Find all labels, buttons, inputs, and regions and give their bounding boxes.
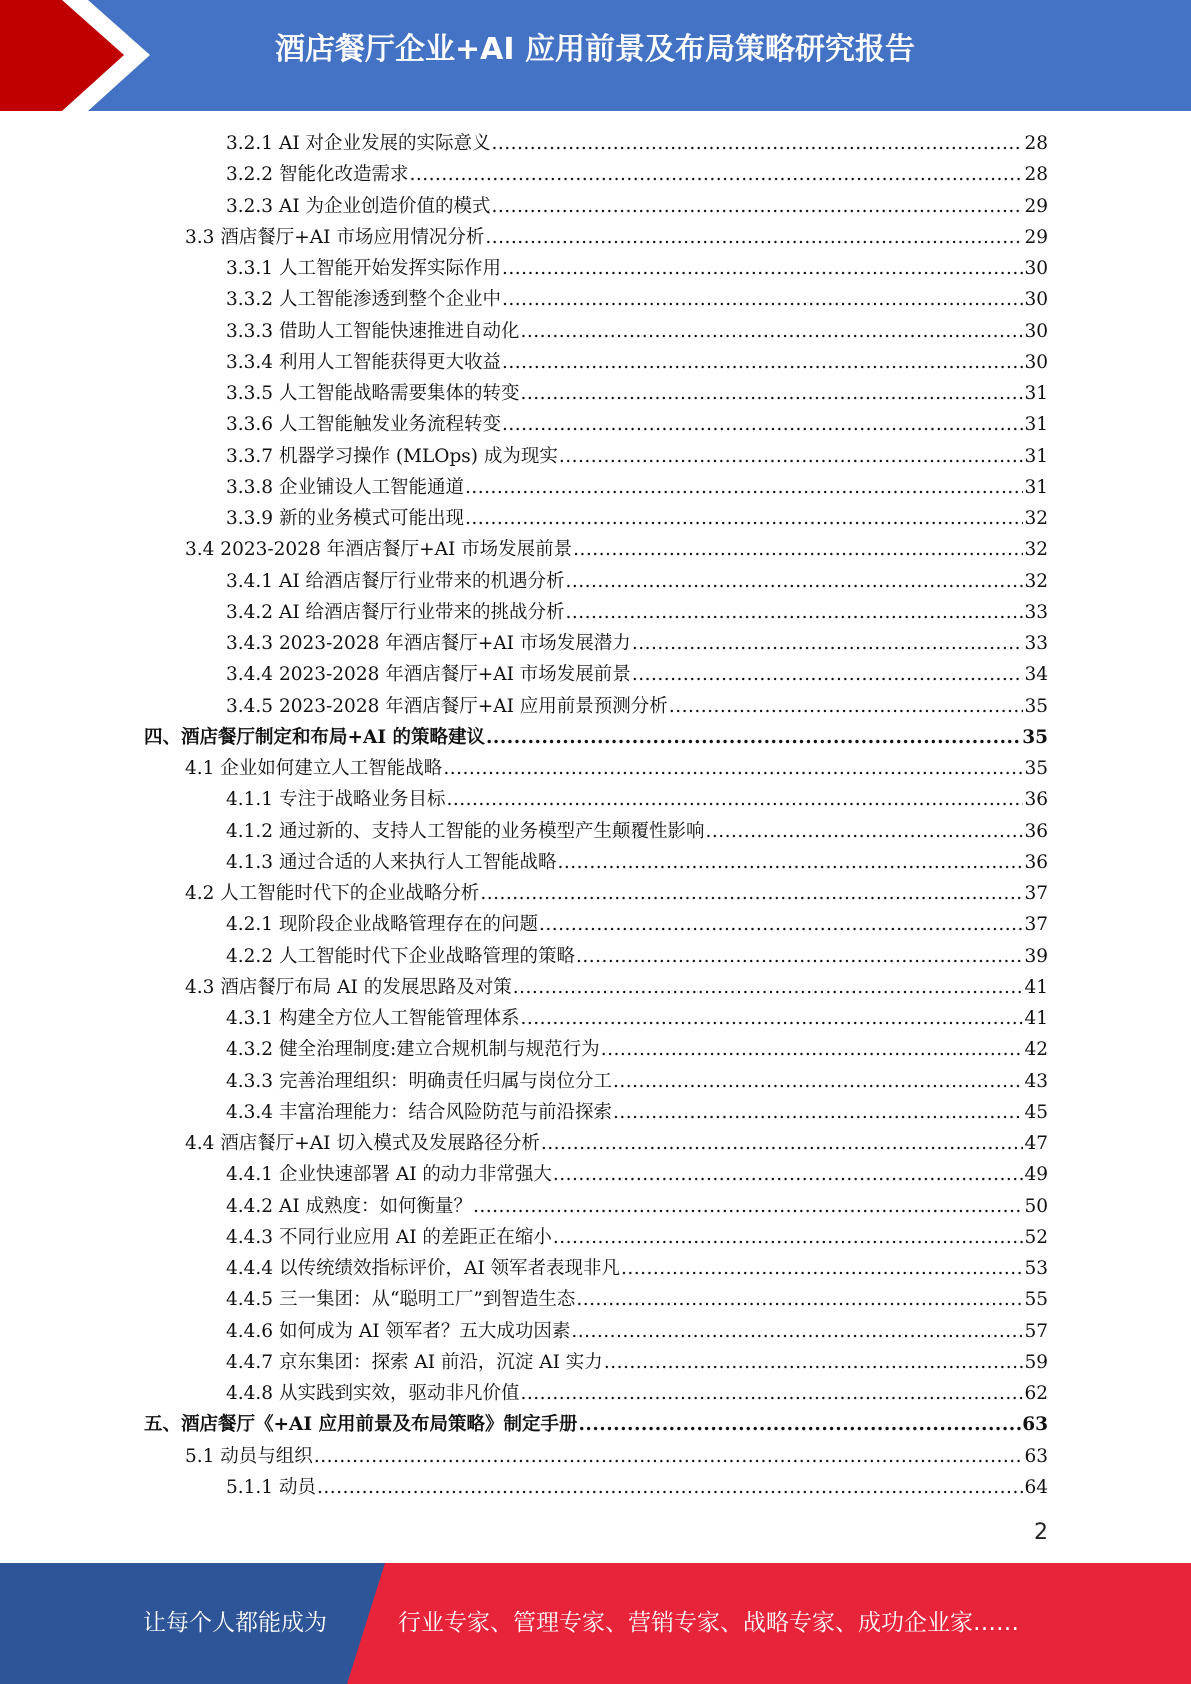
toc-leader-dots [502,284,1023,315]
toc-entry-page: 55 [1024,1289,1048,1311]
toc-entry[interactable] [226,816,1048,847]
toc-entry-title: 3.2.2 智能化改造需求 [226,164,409,186]
toc-leader-dots [613,1097,1023,1128]
toc-entry[interactable] [226,1097,1048,1128]
toc-entry[interactable] [226,847,1048,878]
toc-entry[interactable] [226,284,1048,315]
toc-entry[interactable] [226,941,1048,972]
toc-entry-page: 31 [1024,445,1048,467]
toc-entry-title: 4.2.1 现阶段企业战略管理存在的问题 [226,914,538,936]
toc-leader-dots [465,472,1023,503]
toc-entry[interactable] [226,347,1048,378]
toc-entry[interactable] [226,1066,1048,1097]
toc-leader-dots [486,722,1021,753]
toc-entry-title: 3.4.2 AI 给酒店餐厅行业带来的挑战分析 [226,601,565,623]
toc-entry-page: 36 [1024,820,1048,842]
toc-entry[interactable] [226,1191,1048,1222]
toc-entry[interactable] [226,253,1048,284]
toc-leader-dots [541,1128,1024,1159]
toc-entry-title: 5.1 动员与组织 [185,1445,313,1467]
toc-entry[interactable] [226,128,1048,159]
toc-entry-page: 47 [1024,1133,1048,1154]
header-title: 酒店餐厅企业+AI 应用前景及布局策略研究报告 [275,32,915,67]
toc-entry[interactable] [226,1284,1048,1315]
toc-entry-page: 28 [1024,164,1048,186]
toc-entry[interactable] [144,722,1048,753]
toc-entry[interactable] [226,409,1048,440]
toc-entry-title: 4.2 人工智能时代下的企业战略分析 [185,883,480,904]
toc-entry-title: 四、酒店餐厅制定和布局+AI 的策略建议 [144,726,485,748]
toc-entry-title: 3.3.7 机器学习操作 (MLOps) 成为现实 [226,445,558,467]
toc-entry-title: 5.1.1 动员 [226,1476,316,1498]
toc-leader-dots [492,191,1024,222]
toc-entry-page: 30 [1024,320,1048,342]
toc-entry-page: 34 [1024,664,1048,686]
toc-entry-title: 3.4.1 AI 给酒店餐厅行业带来的机遇分析 [226,570,565,592]
toc-entry-title: 3.3.1 人工智能开始发挥实际作用 [226,258,501,279]
toc-entry-title: 3.3.3 借助人工智能快速推进自动化 [226,320,520,342]
toc-leader-dots [502,253,1023,284]
toc-entry-page: 36 [1024,789,1048,811]
toc-entry[interactable] [226,1347,1048,1378]
toc-leader-dots [566,566,1024,597]
toc-leader-dots [613,1066,1023,1097]
toc-entry-page: 32 [1024,539,1048,561]
toc-entry[interactable] [185,972,1048,1003]
toc-entry-title: 3.3.9 新的业务模式可能出现 [226,508,464,529]
toc-leader-dots [578,1409,1021,1440]
toc-entry-title: 3.4 2023-2028 年酒店餐厅+AI 市场发展前景 [185,539,573,561]
toc-entry[interactable] [226,503,1048,534]
toc-entry-page: 37 [1024,914,1048,936]
toc-entry-title: 4.3.2 健全治理制度:建立合规机制与规范行为 [226,1039,600,1061]
toc-entry-title: 4.4.6 如何成为 AI 领军者？五大成功因素 [226,1320,571,1342]
toc-leader-dots [621,1253,1023,1284]
toc-entry-title: 4.4.7 京东集团：探索 AI 前沿，沉淀 AI 实力 [226,1351,603,1373]
toc-entry[interactable] [226,159,1048,190]
toc-entry[interactable] [226,441,1048,472]
toc-entry-title: 4.4.5 三一集团：从“聪明工厂”到智造生态 [226,1289,576,1311]
toc-leader-dots [513,972,1024,1003]
toc-leader-dots [576,1284,1023,1315]
toc-entry-title: 3.3.5 人工智能战略需要集体的转变 [226,383,520,404]
toc-entry-page: 64 [1024,1476,1048,1498]
toc-leader-dots [632,659,1024,690]
toc-entry-title: 3.2.1 AI 对企业发展的实际意义 [226,133,491,154]
toc-leader-dots [573,534,1023,565]
toc-entry-page: 41 [1024,976,1048,998]
toc-entry-page: 57 [1024,1320,1048,1342]
toc-entry-title: 4.4.1 企业快速部署 AI 的动力非常强大 [226,1164,552,1186]
toc-leader-dots [473,1191,1023,1222]
toc-entry-title: 3.3.4 利用人工智能获得更大收益 [226,351,501,373]
toc-entry-title: 4.1 企业如何建立人工智能战略 [185,758,443,779]
toc-entry[interactable] [226,1222,1048,1253]
toc-entry-page: 28 [1024,133,1048,154]
toc-entry-page: 30 [1024,351,1048,373]
toc-entry[interactable] [226,909,1048,940]
toc-leader-dots [480,878,1023,909]
toc-leader-dots [669,691,1024,722]
toc-entry-page: 30 [1024,258,1048,279]
toc-entry-page: 41 [1024,1008,1048,1029]
toc-entry-title: 3.4.3 2023-2028 年酒店餐厅+AI 市场发展潜力 [226,633,631,654]
toc-leader-dots [539,909,1023,940]
toc-entry[interactable] [185,1128,1048,1159]
toc-leader-dots [520,316,1023,347]
toc-entry-title: 4.4 酒店餐厅+AI 切入模式及发展路径分析 [185,1133,540,1154]
toc-entry[interactable] [226,597,1048,628]
toc-entry-page: 63 [1022,1414,1048,1436]
toc-leader-dots [571,1316,1023,1347]
toc-entry[interactable] [185,1441,1048,1472]
footer-slogan-right: 行业专家、管理专家、营销专家、战略专家、成功企业家…… [398,1610,1019,1636]
toc-entry-page: 59 [1024,1351,1048,1373]
toc-entry[interactable] [185,753,1048,784]
toc-leader-dots [502,347,1023,378]
toc-entry[interactable] [226,566,1048,597]
toc-leader-dots [446,784,1023,815]
toc-leader-dots [559,441,1024,472]
toc-entry-title: 3.3.8 企业铺设人工智能通道 [226,476,464,498]
toc-entry-page: 49 [1024,1164,1048,1186]
toc-entry-page: 37 [1024,883,1048,904]
toc-entry-page: 35 [1024,695,1048,717]
toc-entry-title: 3.3.2 人工智能渗透到整个企业中 [226,289,501,311]
toc-entry[interactable] [226,784,1048,815]
toc-entry[interactable] [226,1378,1048,1409]
toc-leader-dots [705,816,1023,847]
toc-entry-page: 33 [1024,601,1048,623]
toc-entry-title: 3.4.5 2023-2028 年酒店餐厅+AI 应用前景预测分析 [226,695,668,717]
toc-entry[interactable] [226,1034,1048,1065]
toc-entry[interactable] [226,628,1048,659]
toc-leader-dots [632,628,1024,659]
toc-entry-page: 32 [1024,570,1048,592]
toc-entry-page: 62 [1024,1383,1048,1404]
toc-entry[interactable] [226,1159,1048,1190]
toc-entry[interactable] [226,1253,1048,1284]
toc-entry[interactable] [226,1003,1048,1034]
toc-leader-dots [520,1003,1023,1034]
toc-leader-dots [566,597,1024,628]
toc-entry-title: 4.4.2 AI 成熟度：如何衡量？ [226,1195,473,1217]
toc-entry-page: 39 [1024,945,1048,967]
toc-entry[interactable] [226,191,1048,222]
toc-entry-page: 50 [1024,1195,1048,1217]
toc-entry-title: 4.3 酒店餐厅布局 AI 的发展思路及对策 [185,976,512,998]
toc-leader-dots [576,941,1023,972]
toc-entry[interactable] [226,691,1048,722]
toc-entry-title: 4.1.1 专注于战略业务目标 [226,789,446,811]
toc-entry-title: 4.3.1 构建全方位人工智能管理体系 [226,1008,520,1029]
toc-leader-dots [409,159,1023,190]
toc-entry-page: 42 [1024,1039,1048,1061]
toc-entry-title: 4.1.2 通过新的、支持人工智能的业务模型产生颠覆性影响 [226,820,705,842]
toc-leader-dots [314,1441,1024,1472]
toc-entry[interactable] [185,534,1048,565]
toc-entry-page: 43 [1024,1070,1048,1092]
toc-entry[interactable] [226,1472,1048,1503]
toc-entry[interactable] [226,316,1048,347]
page-footer [0,1563,1191,1684]
toc-leader-dots [557,847,1023,878]
toc-entry[interactable] [226,472,1048,503]
toc-entry[interactable] [144,1409,1048,1440]
toc-entry-title: 4.3.3 完善治理组织：明确责任归属与岗位分工 [226,1070,612,1092]
toc-entry-page: 31 [1024,383,1048,404]
toc-leader-dots [601,1034,1024,1065]
toc-entry-title: 3.4.4 2023-2028 年酒店餐厅+AI 市场发展前景 [226,664,631,686]
toc-leader-dots [520,1378,1023,1409]
toc-entry-page: 63 [1024,1445,1048,1467]
toc-leader-dots [465,503,1023,534]
footer-slogan-left: 让每个人都能成为 [143,1610,327,1636]
toc-entry-page: 35 [1022,726,1048,748]
toc-entry-title: 4.4.4 以传统绩效指标评价，AI 领军者表现非凡 [226,1258,621,1279]
toc-entry[interactable] [226,659,1048,690]
toc-entry-page: 35 [1024,758,1048,779]
toc-entry[interactable] [185,878,1048,909]
toc-entry-page: 30 [1024,289,1048,311]
toc-entry-title: 3.2.3 AI 为企业创造价值的模式 [226,195,491,217]
toc-leader-dots [485,222,1023,253]
toc-entry-page: 52 [1024,1226,1048,1248]
page-header [0,0,1191,111]
toc-leader-dots [317,1472,1024,1503]
toc-entry-page: 31 [1024,414,1048,436]
toc-entry[interactable] [226,1316,1048,1347]
toc-entry-title: 3.3 酒店餐厅+AI 市场应用情况分析 [185,226,485,248]
toc-leader-dots [604,1347,1024,1378]
toc-leader-dots [443,753,1023,784]
toc-entry[interactable] [226,378,1048,409]
toc-entry-page: 33 [1024,633,1048,654]
toc-entry-page: 31 [1024,476,1048,498]
toc-entry-title: 4.1.3 通过合适的人来执行人工智能战略 [226,851,557,873]
toc-leader-dots [553,1222,1024,1253]
toc-leader-dots [553,1159,1024,1190]
toc-entry-title: 4.4.3 不同行业应用 AI 的差距正在缩小 [226,1226,552,1248]
toc-entry-title: 4.4.8 从实践到实效，驱动非凡价值 [226,1383,520,1404]
toc-leader-dots [492,128,1024,159]
toc-leader-dots [520,378,1023,409]
toc-entry-page: 45 [1024,1101,1048,1123]
page-number: 2 [1034,1520,1048,1545]
toc-entry-page: 53 [1024,1258,1048,1279]
toc-entry-page: 29 [1024,195,1048,217]
toc-entry-page: 29 [1024,226,1048,248]
toc-entry-title: 3.3.6 人工智能触发业务流程转变 [226,414,501,436]
toc-entry-page: 32 [1024,508,1048,529]
toc-entry-title: 五、酒店餐厅《+AI 应用前景及布局策略》制定手册 [144,1414,578,1436]
toc-entry-title: 4.2.2 人工智能时代下企业战略管理的策略 [226,945,575,967]
toc-leader-dots [502,409,1023,440]
toc-entry-title: 4.3.4 丰富治理能力：结合风险防范与前沿探索 [226,1101,612,1123]
toc-entry-page: 36 [1024,851,1048,873]
toc-entry[interactable] [185,222,1048,253]
